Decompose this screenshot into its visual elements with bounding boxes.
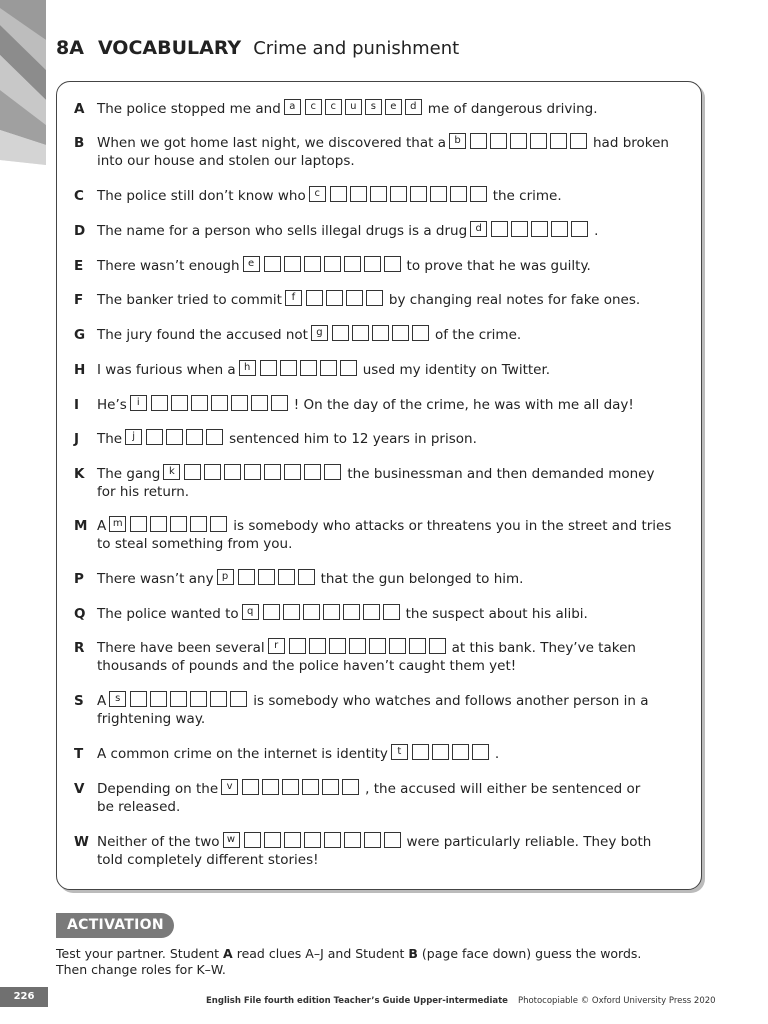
exercise-sentence bbox=[97, 187, 678, 205]
letter-box[interactable] bbox=[171, 395, 188, 411]
letter-box[interactable] bbox=[344, 832, 361, 848]
sentence-end: the businessman and then demanded money bbox=[347, 466, 655, 482]
answer-boxes[interactable] bbox=[163, 464, 344, 480]
letter-box[interactable] bbox=[224, 464, 241, 480]
sentence-end: the crime. bbox=[492, 188, 562, 204]
exercise-item bbox=[74, 257, 678, 275]
letter-box[interactable] bbox=[304, 832, 321, 848]
answer-boxes[interactable] bbox=[217, 569, 318, 585]
letter-box[interactable] bbox=[350, 186, 367, 202]
letter-box[interactable] bbox=[432, 744, 449, 760]
exercise-sentence bbox=[97, 517, 678, 553]
exercise-letter: K bbox=[74, 466, 85, 482]
sentence-end: of the crime. bbox=[434, 327, 522, 343]
sentence-start: The gang bbox=[97, 466, 161, 482]
first-letter-box[interactable]: j bbox=[125, 429, 142, 445]
letter-box[interactable] bbox=[384, 256, 401, 272]
letter-box[interactable] bbox=[384, 832, 401, 848]
sentence-start: The jury found the accused not bbox=[97, 327, 308, 343]
letter-box[interactable] bbox=[170, 516, 187, 532]
answer-boxes[interactable] bbox=[109, 691, 250, 707]
exercise-letter: V bbox=[74, 781, 85, 797]
letter-box[interactable] bbox=[278, 569, 295, 585]
exercise-item bbox=[74, 833, 678, 869]
letter-box[interactable] bbox=[166, 429, 183, 445]
letter-box[interactable] bbox=[324, 832, 341, 848]
sentence-start: The banker tried to commit bbox=[97, 292, 282, 308]
letter-box[interactable] bbox=[263, 604, 280, 620]
exercise-sentence bbox=[97, 430, 678, 448]
exercise-item bbox=[74, 517, 678, 553]
letter-box[interactable] bbox=[283, 604, 300, 620]
answer-boxes[interactable] bbox=[449, 133, 590, 149]
letter-box[interactable] bbox=[230, 691, 247, 707]
letter-box[interactable] bbox=[151, 395, 168, 411]
sentence-end: to prove that he was guilty. bbox=[406, 258, 591, 274]
letter-box[interactable] bbox=[430, 186, 447, 202]
letter-box[interactable] bbox=[280, 360, 297, 376]
letter-box[interactable] bbox=[550, 133, 567, 149]
letter-box[interactable] bbox=[352, 325, 369, 341]
first-letter-box[interactable]: k bbox=[163, 464, 180, 480]
letter-box[interactable] bbox=[190, 516, 207, 532]
exercise-sentence bbox=[97, 780, 678, 816]
first-letter-box[interactable]: f bbox=[285, 290, 302, 306]
letter-box[interactable] bbox=[330, 186, 347, 202]
exercise-item bbox=[74, 605, 678, 623]
first-letter-box[interactable]: i bbox=[130, 395, 147, 411]
first-letter-box[interactable]: q bbox=[242, 604, 259, 620]
exercise-item bbox=[74, 396, 678, 414]
activation-label: ACTIVATION bbox=[56, 913, 174, 938]
letter-box[interactable] bbox=[346, 290, 363, 306]
letter-box[interactable] bbox=[303, 604, 320, 620]
sentence-start: A bbox=[97, 518, 107, 534]
letter-box[interactable] bbox=[510, 133, 527, 149]
answer-boxes[interactable] bbox=[239, 360, 360, 376]
letter-box[interactable] bbox=[344, 256, 361, 272]
first-letter-box[interactable]: b bbox=[449, 133, 466, 149]
exercise-item bbox=[74, 465, 678, 501]
letter-box[interactable] bbox=[366, 290, 383, 306]
letter-box[interactable] bbox=[186, 429, 203, 445]
sentence-start: The name for a person who sells illegal drugs is a drug bbox=[97, 223, 468, 239]
letter-box[interactable] bbox=[392, 325, 409, 341]
letter-box[interactable] bbox=[284, 256, 301, 272]
sentence-start: He’s bbox=[97, 397, 127, 413]
sentence-end: by changing real notes for fake ones. bbox=[388, 292, 641, 308]
answer-boxes[interactable] bbox=[470, 221, 591, 237]
exercise-letter: H bbox=[74, 362, 86, 378]
sentence-end: at this bank. They’ve taken bbox=[451, 640, 636, 656]
letter-box[interactable] bbox=[343, 604, 360, 620]
letter-box[interactable] bbox=[304, 464, 321, 480]
exercise-item bbox=[74, 222, 678, 240]
letter-box[interactable] bbox=[211, 395, 228, 411]
letter-box[interactable] bbox=[309, 638, 326, 654]
exercise-sentence bbox=[97, 326, 678, 344]
letter-box[interactable] bbox=[364, 832, 381, 848]
letter-box[interactable] bbox=[409, 638, 426, 654]
first-letter-box[interactable]: a bbox=[284, 99, 301, 115]
sentence-end: ! On the day of the crime, he was with me all day! bbox=[293, 397, 634, 413]
sentence-continuation: told completely different stories! bbox=[97, 852, 319, 868]
letter-box[interactable] bbox=[349, 638, 366, 654]
first-letter-box[interactable]: v bbox=[221, 779, 238, 795]
letter-box[interactable] bbox=[491, 221, 508, 237]
sentence-start: The police stopped me and bbox=[97, 101, 281, 117]
letter-box[interactable] bbox=[284, 464, 301, 480]
lesson-code: 8A bbox=[56, 37, 84, 59]
answer-boxes[interactable] bbox=[242, 604, 403, 620]
letter-box[interactable] bbox=[364, 256, 381, 272]
sentence-start: A common crime on the internet is identity bbox=[97, 746, 388, 762]
sentence-end: sentenced him to 12 years in prison. bbox=[229, 431, 477, 447]
letter-box[interactable] bbox=[204, 464, 221, 480]
exercise-sentence bbox=[97, 639, 678, 675]
sentence-start: There wasn’t any bbox=[97, 571, 214, 587]
letter-box[interactable] bbox=[372, 325, 389, 341]
copyright-notice: Photocopiable © Oxford University Press 2020 bbox=[517, 996, 716, 1006]
answer-boxes[interactable] bbox=[221, 779, 362, 795]
sentence-start: There have been several bbox=[97, 640, 265, 656]
sentence-end: had broken bbox=[593, 135, 669, 151]
first-letter-box[interactable]: p bbox=[217, 569, 234, 585]
answer-boxes[interactable] bbox=[284, 99, 425, 115]
answer-boxes[interactable] bbox=[223, 832, 404, 848]
exercise-item bbox=[74, 100, 678, 118]
activation-instructions: Test your partner. Student A read clues A–J and Student B (page face down) guess the words. Then change roles for K–W. bbox=[56, 946, 642, 977]
sentence-end: that the gun belonged to him. bbox=[320, 571, 524, 587]
first-letter-box[interactable]: e bbox=[243, 256, 260, 272]
letter-box[interactable] bbox=[231, 395, 248, 411]
letter-box[interactable] bbox=[412, 325, 429, 341]
letter-box[interactable] bbox=[191, 395, 208, 411]
sentence-end: were particularly reliable. They both bbox=[406, 834, 652, 850]
answer-boxes[interactable] bbox=[243, 256, 404, 272]
letter-box[interactable] bbox=[184, 464, 201, 480]
page-number: 226 bbox=[0, 987, 48, 1007]
letter-box[interactable] bbox=[130, 691, 147, 707]
letter-box[interactable] bbox=[298, 569, 315, 585]
letter-box[interactable] bbox=[206, 429, 223, 445]
first-letter-box[interactable]: w bbox=[223, 832, 240, 848]
letter-box[interactable] bbox=[284, 832, 301, 848]
letter-box[interactable] bbox=[340, 360, 357, 376]
exercise-letter: R bbox=[74, 640, 85, 656]
sentence-end: . bbox=[594, 223, 599, 239]
sentence-start: The police wanted to bbox=[97, 606, 239, 622]
exercise-letter: F bbox=[74, 292, 84, 308]
sentence-start: I was furious when a bbox=[97, 362, 236, 378]
letter-box[interactable] bbox=[412, 744, 429, 760]
letter-box[interactable] bbox=[531, 221, 548, 237]
letter-box[interactable] bbox=[170, 691, 187, 707]
exercise-sentence bbox=[97, 100, 678, 118]
exercise-letter: D bbox=[74, 223, 86, 239]
exercise-item bbox=[74, 430, 678, 448]
letter-box[interactable]: d bbox=[405, 99, 422, 115]
letter-box[interactable] bbox=[511, 221, 528, 237]
letter-box[interactable] bbox=[472, 744, 489, 760]
letter-box[interactable] bbox=[329, 638, 346, 654]
letter-box[interactable] bbox=[429, 638, 446, 654]
letter-box[interactable] bbox=[150, 691, 167, 707]
sentence-start: The bbox=[97, 431, 123, 447]
exercise-item bbox=[74, 745, 678, 763]
answer-boxes[interactable] bbox=[285, 290, 386, 306]
exercise-letter: C bbox=[74, 188, 84, 204]
sentence-end: is somebody who attacks or threatens you in the street and tries bbox=[233, 518, 672, 534]
exercise-sentence bbox=[97, 291, 678, 309]
exercise-letter: E bbox=[74, 258, 84, 274]
sentence-end: me of dangerous driving. bbox=[427, 101, 598, 117]
letter-box[interactable] bbox=[389, 638, 406, 654]
answer-boxes[interactable] bbox=[309, 186, 490, 202]
exercise-item bbox=[74, 361, 678, 379]
first-letter-box[interactable]: m bbox=[109, 516, 126, 532]
sentence-start: A bbox=[97, 693, 107, 709]
sentence-start: When we got home last night, we discovered that a bbox=[97, 135, 446, 151]
exercise-item bbox=[74, 291, 678, 309]
letter-box[interactable] bbox=[470, 186, 487, 202]
first-letter-box[interactable]: d bbox=[470, 221, 487, 237]
page-title bbox=[56, 37, 459, 63]
exercise-item bbox=[74, 326, 678, 344]
answer-boxes[interactable] bbox=[311, 325, 432, 341]
letter-box[interactable] bbox=[332, 325, 349, 341]
first-letter-box[interactable]: c bbox=[309, 186, 326, 202]
first-letter-box[interactable]: s bbox=[109, 691, 126, 707]
exercise-item bbox=[74, 692, 678, 728]
letter-box[interactable] bbox=[210, 691, 227, 707]
letter-box[interactable] bbox=[410, 186, 427, 202]
footer bbox=[206, 996, 716, 1006]
letter-box[interactable] bbox=[570, 133, 587, 149]
letter-box[interactable] bbox=[452, 744, 469, 760]
letter-box[interactable] bbox=[551, 221, 568, 237]
sentence-continuation: thousands of pounds and the police haven’t caught them yet! bbox=[97, 658, 517, 674]
letter-box[interactable] bbox=[300, 360, 317, 376]
letter-box[interactable] bbox=[244, 464, 261, 480]
exercise-letter: P bbox=[74, 571, 84, 587]
exercise-sentence bbox=[97, 833, 678, 869]
letter-box[interactable] bbox=[383, 604, 400, 620]
sentence-continuation: to steal something from you. bbox=[97, 536, 293, 552]
answer-boxes[interactable] bbox=[109, 516, 230, 532]
letter-box[interactable] bbox=[251, 395, 268, 411]
letter-box[interactable] bbox=[289, 638, 306, 654]
exercise-letter: T bbox=[74, 746, 84, 762]
letter-box[interactable] bbox=[238, 569, 255, 585]
sentence-end: is somebody who watches and follows another person in a bbox=[253, 693, 649, 709]
exercise-sentence bbox=[97, 222, 678, 240]
exercise-sentence bbox=[97, 570, 678, 588]
letter-box[interactable] bbox=[363, 604, 380, 620]
first-letter-box[interactable]: h bbox=[239, 360, 256, 376]
letter-box[interactable]: e bbox=[385, 99, 402, 115]
letter-box[interactable] bbox=[369, 638, 386, 654]
exercise-item bbox=[74, 639, 678, 675]
letter-box[interactable]: s bbox=[365, 99, 382, 115]
exercise-letter: Q bbox=[74, 606, 86, 622]
exercise-item bbox=[74, 570, 678, 588]
book-title: English File fourth edition Teacher’s Guide Upper-intermediate bbox=[206, 996, 508, 1006]
letter-box[interactable] bbox=[323, 604, 340, 620]
exercise-letter: W bbox=[74, 834, 89, 850]
letter-box[interactable] bbox=[190, 691, 207, 707]
exercise-letter: I bbox=[74, 397, 80, 413]
exercise-sentence bbox=[97, 465, 678, 501]
answer-boxes[interactable] bbox=[125, 429, 226, 445]
sentence-end: the suspect about his alibi. bbox=[405, 606, 588, 622]
exercise-sentence bbox=[97, 396, 678, 414]
exercise-sentence bbox=[97, 605, 678, 623]
letter-box[interactable] bbox=[324, 464, 341, 480]
letter-box[interactable] bbox=[326, 290, 343, 306]
letter-box[interactable] bbox=[470, 133, 487, 149]
letter-box[interactable] bbox=[370, 186, 387, 202]
exercise-sentence bbox=[97, 361, 678, 379]
letter-box[interactable] bbox=[324, 256, 341, 272]
exercise-letter: M bbox=[74, 518, 88, 534]
exercise-item bbox=[74, 134, 678, 170]
letter-box[interactable] bbox=[304, 256, 321, 272]
letter-box[interactable] bbox=[530, 133, 547, 149]
exercise-item bbox=[74, 780, 678, 816]
sentence-end: , the accused will either be sentenced or bbox=[365, 781, 641, 797]
letter-box[interactable] bbox=[264, 464, 281, 480]
letter-box[interactable] bbox=[302, 779, 319, 795]
letter-box[interactable] bbox=[150, 516, 167, 532]
letter-box[interactable]: u bbox=[345, 99, 362, 115]
topic-label: Crime and punishment bbox=[253, 38, 460, 59]
letter-box[interactable] bbox=[264, 256, 281, 272]
exercise-sentence bbox=[97, 257, 678, 275]
first-letter-box[interactable]: r bbox=[268, 638, 285, 654]
exercise-item bbox=[74, 187, 678, 205]
letter-box[interactable] bbox=[260, 360, 277, 376]
exercise-letter: A bbox=[74, 101, 85, 117]
letter-box[interactable] bbox=[262, 779, 279, 795]
letter-box[interactable] bbox=[146, 429, 163, 445]
exercise-sentence bbox=[97, 745, 678, 763]
letter-box[interactable] bbox=[210, 516, 227, 532]
letter-box[interactable] bbox=[242, 779, 259, 795]
letter-box[interactable] bbox=[130, 516, 147, 532]
letter-box[interactable] bbox=[571, 221, 588, 237]
sentence-end: . bbox=[494, 746, 500, 762]
letter-box[interactable] bbox=[320, 360, 337, 376]
answer-boxes[interactable] bbox=[268, 638, 449, 654]
sentence-start: Neither of the two bbox=[97, 834, 220, 850]
sentence-continuation: frightening way. bbox=[97, 711, 206, 727]
answer-boxes[interactable] bbox=[391, 744, 492, 760]
exercise-letter: S bbox=[74, 693, 84, 709]
exercise-letter: G bbox=[74, 327, 86, 343]
first-letter-box[interactable]: t bbox=[391, 744, 408, 760]
letter-box[interactable]: c bbox=[325, 99, 342, 115]
letter-box[interactable] bbox=[306, 290, 323, 306]
sentence-start: Depending on the bbox=[97, 781, 219, 797]
letter-box[interactable] bbox=[244, 832, 261, 848]
sentence-continuation: be released. bbox=[97, 799, 181, 815]
exercise-sentence bbox=[97, 134, 678, 170]
letter-box[interactable] bbox=[390, 186, 407, 202]
letter-box[interactable] bbox=[264, 832, 281, 848]
letter-box[interactable] bbox=[342, 779, 359, 795]
sentence-start: There wasn’t enough bbox=[97, 258, 240, 274]
letter-box[interactable] bbox=[282, 779, 299, 795]
letter-box[interactable] bbox=[450, 186, 467, 202]
sentence-continuation: into our house and stolen our laptops. bbox=[97, 153, 355, 169]
decorative-fan-graphic bbox=[0, 0, 46, 165]
sentence-start: The police still don’t know who bbox=[97, 188, 306, 204]
sentence-end: used my identity on Twitter. bbox=[362, 362, 551, 378]
letter-box[interactable]: c bbox=[305, 99, 322, 115]
letter-box[interactable] bbox=[271, 395, 288, 411]
exercise-letter: J bbox=[74, 431, 80, 447]
letter-box[interactable] bbox=[322, 779, 339, 795]
answer-boxes[interactable] bbox=[130, 395, 291, 411]
first-letter-box[interactable]: g bbox=[311, 325, 328, 341]
sentence-continuation: for his return. bbox=[97, 484, 190, 500]
letter-box[interactable] bbox=[258, 569, 275, 585]
exercise-sentence bbox=[97, 692, 678, 728]
section-label: VOCABULARY bbox=[97, 37, 242, 59]
exercise-letter: B bbox=[74, 135, 85, 151]
letter-box[interactable] bbox=[490, 133, 507, 149]
